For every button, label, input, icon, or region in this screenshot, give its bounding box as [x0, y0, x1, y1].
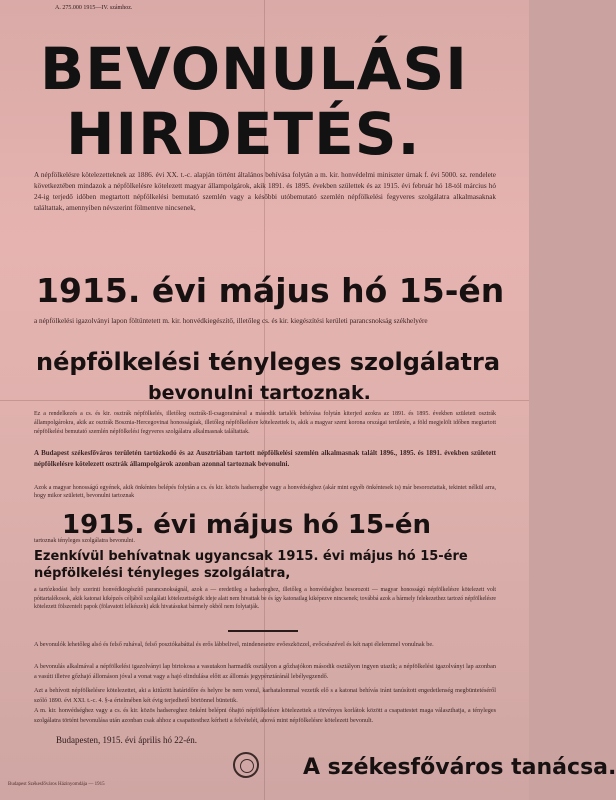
date-heading-2: 1915. évi május hó 15-én — [62, 510, 431, 540]
signature-date: Budapesten, 1915. évi április hó 22-én. — [56, 735, 197, 745]
signature: A székesfőváros tanácsa. — [303, 755, 616, 780]
printer-imprint: Budapest Székesfőváros Házinyomdája — 1915 — [8, 782, 105, 787]
extra-call-detail: a tartózkodási hely szerinti honvédkiegészítő parancsnokságnál, azok a — eredetileg a hadsereghez, illetőleg a honvédséghez besorozott — magyar honosságú népfölkelésre kötelezett volt póttartalékosok, akik katonai kiképzés céljából szolgálati kötelezettségük ideje alatt nem hivattak be és így katonailag kiképezve nincsenek; továbbá azok a bármely felekezethez tartozó népfölkelésre kötelezett fölszentelt papok (fölavatott lelkészek) akik hivatásukat bármely okból nem folytatják. — [34, 587, 496, 610]
report-line: bevonulni tartoznak. — [148, 382, 371, 404]
penalty-paragraph: Azt a behívott népfölkelésre kötelezettet, aki a kitűzött határidőre és helyre be nem vonul, karhatalommal vezetik elő s a katonai behívás iránt tanúsított engedetlenség megbüntetéséről szóló 1890. évi XXI. t.-c. 4. §-a értelmében két évig terjedhető börtönnel büntetik. — [34, 687, 496, 704]
extra-call-heading: Ezenkívül behívatnak ugyancsak 1915. évi május hó 15-ére népfölkelési tényleges szolgálatra, — [34, 549, 468, 581]
headline-hirdetes: HIRDETÉS. — [66, 100, 421, 168]
date-heading-1: 1915. évi május hó 15-én — [36, 271, 505, 310]
section-divider — [228, 630, 298, 632]
city-seal-icon — [233, 752, 259, 778]
print-number: A. 275.000 1915—IV. számhoz. — [55, 5, 133, 11]
austria-paragraph: Ez a rendelkezés a cs. és kir. osztrák népfölkelés, illetőleg osztrák-Il-csagorainával a második tartalék behívása folytán kiterjed azokra az 1891. és 1895. években született osztrák állampolgárokra, akik az osztrák Bosznia-Hercegovinai honosságúak, illetőleg népfölkelésre kötelezettek is, akik a magyar szent korona országai területén, a föld megjelölt időben megtartott népfölkelési bemutató szemlén népfölkelési fegyveres szolgálatra alkalmasnak találtattak. — [34, 411, 496, 435]
headline-bevonulasi: BEVONULÁSI — [40, 35, 468, 103]
location-paragraph: a népfölkelési igazolványi lapon föltüntetett m. kir. honvédkiegészítő, illetőleg cs. és kir. kiegészítési kerületi parancsnokság székhelyére — [34, 317, 428, 325]
supplies-paragraph: A bevonulók lehetőleg alsó és felső ruhával, felső posztókabáttal és erős lábbelivel, mindenesetre evőeszközzel, evőcsészével és két napi élelemmel vonulnak be. — [34, 641, 434, 648]
travel-paragraph: A bevonulás alkalmával a népfölkelési igazolványi lap birtokosa a vasutakon harmadik osztályon a gőzhajókon második osztályon ingyen utazik; a népfölkelési igazolványi lap azonban a vasúti illetve gőzhajó állomáson jóval a vonat vagy a hajó elindulása előtt az állomás jegypénztáránál lebélyegzendő. — [34, 663, 496, 680]
intro-paragraph: A népfölkelésre kötelezetteknek az 1886. évi XX. t.-c. alapján történt általános behívása folytán a m. kir. honvédelmi miniszter úrnak f. évi 5000. sz. rendelete következtében mindazok a népfölkelésre kötelezett magyar állampolgárok, akik 1891. és 1895. években születtek és az 1915. évi február hó 18-tól március hó 24-ig terjedő időben megtartott népfölkelési bemutató szemlén vagy a későbbi utóbemutató szemlén népfölkelési fegyveres szolgálatra alkalmasaknak találtattak, amennyiben névszerint fölmentve nincsenek, — [34, 171, 496, 212]
dual-paragraph: Azok a magyar honosságú egyének, akik önkéntes belépés folytán a cs. és kir. közös hadseregbe vagy a honvédséghez (akár mint egyéb önkéntesek is) már besoroztattak, tekintet nélkül arra, hogy mikor született, bevonulni tartoznak — [34, 485, 496, 499]
budapest-paragraph: A Budapest székesfőváros területén tartózkodó és az Ausztriában tartott népfölkelési szemlén alkalmasnak talált 1896., 1895. és 1891. években született népfölkelésre kötelezett osztrák állampolgárok azonban azonnal tartoznak bevonulni. — [34, 449, 496, 468]
private-paragraph: A m. kir. honvédséghez vagy a cs. és kir. közös hadsereghez önként belépni óhajtó népfölkelésre kötelezettek a törvényes korlátok között a csapattestet maga választhatja, a tényleges szolgálatra történt bevonulása után azonban csak ahhoz a csapattesthez kérheti a felvételét, ahová mint népfölkelésre kötelezett bevonult. — [34, 707, 496, 724]
service-line: népfölkelési tényleges szolgálatra — [36, 348, 501, 376]
date-2-caption: tartoznak tényleges szolgálatra bevonulni. — [34, 538, 135, 544]
